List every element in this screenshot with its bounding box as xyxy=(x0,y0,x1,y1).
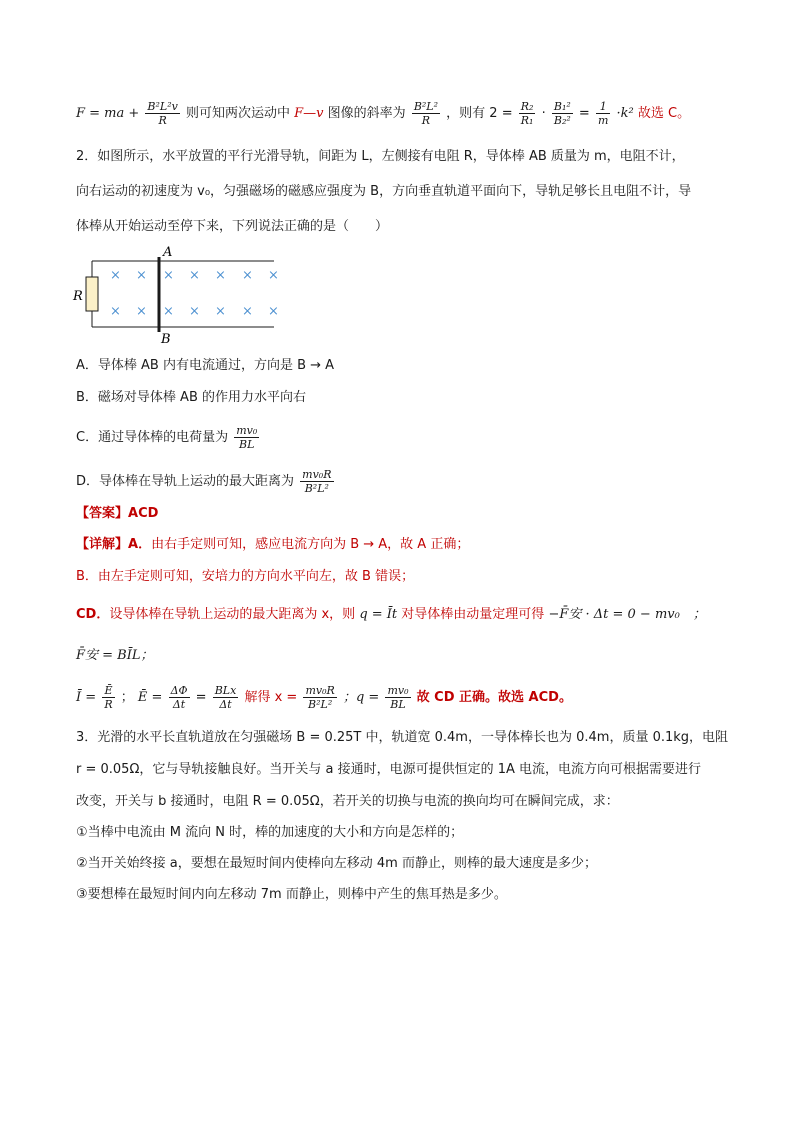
formula-lhs: F = ma + xyxy=(76,106,140,121)
field-cross: × xyxy=(110,268,121,283)
momentum-formula: −F̄安 · Δt = 0 − mv₀ ； xyxy=(548,607,706,622)
fraction-r-ratio: $\frac{\text{R₂}}{\text{R₁}}$ xyxy=(520,100,534,127)
circled-number-3: ③ xyxy=(76,887,88,902)
detail-line-b: B．由左手定则可知，安培力的方向水平向左，故 B 错误； xyxy=(76,569,415,584)
resistor xyxy=(86,277,98,311)
answer-line xyxy=(76,504,158,524)
q3-subquestion-3: ③要想棒在最短时间内向左移动 7m 而静止，则棒中产生的焦耳热是多少。 xyxy=(76,887,507,902)
q3-stem-line-2: r = 0.05Ω，它与导轨接触良好。当开关与 a 接通时，电源可提供恒定的 1A 电流，电流方向可根据需要进行 xyxy=(76,762,702,777)
intro-formula-line xyxy=(76,100,690,127)
fraction-solved-x: $\frac{\text{mv₀R}}{\text{B²L²}}$ xyxy=(305,684,335,711)
q3-subquestion-1: ①当棒中电流由 M 流向 N 时，棒的加速度的大小和方向是怎样的； xyxy=(76,825,464,840)
circled-number-1: ① xyxy=(76,825,88,840)
detail-label: 【详解】 xyxy=(76,537,129,552)
field-cross: × xyxy=(110,304,121,319)
q2-stem-line-2: 向右运动的初速度为 v₀，匀强磁场的磁感应强度为 B，方向垂直轨道平面向下，导轨足够长且电阻不计，导 xyxy=(76,184,692,199)
field-cross: × xyxy=(189,304,200,319)
field-cross: × xyxy=(163,304,174,319)
detail-line-cd: CD．设导体棒在导轨上运动的最大距离为 x，则 q = Īt 对导体棒由动量定理可得 −F̄安 · Δt = 0 − mv₀ ； xyxy=(76,607,706,622)
fraction-flux-rate: $\frac{\Delta\Phi}{\Delta t}$ xyxy=(170,684,188,711)
field-cross: × xyxy=(163,268,174,283)
q2-option-d: D．导体棒在导轨上运动的最大距离为 $\frac{\text{mv₀R}}{\text{B²L²}}$ xyxy=(76,468,332,495)
fv-label: F—v xyxy=(294,106,324,121)
charge-formula: q = Īt xyxy=(359,607,398,622)
field-cross: × xyxy=(189,268,200,283)
field-cross: × xyxy=(268,268,279,283)
field-cross: × xyxy=(242,304,253,319)
answer-label: 【答案】 xyxy=(76,506,129,521)
q3-stem-line-3: 改变，开关与 b 接通时，电阻 R = 0.05Ω，若开关的切换与电流的换向均可在瞬间完成，求： xyxy=(76,794,619,809)
detail-conclusion: 故 CD 正确。故选 ACD。 xyxy=(416,690,572,705)
dot-operator: · xyxy=(541,106,546,121)
fraction-slope: $\frac{\text{B²L²}}{R}$ xyxy=(413,100,439,127)
q2-option-c: C．通过导体棒的电荷量为 $\frac{\text{mv₀}}{BL}$ xyxy=(76,424,258,451)
intro-conclusion: 故选 C。 xyxy=(637,106,691,121)
average-force-formula: F̄安 = BĪL； xyxy=(76,648,154,663)
answer-value: ACD xyxy=(128,506,159,521)
intro-text-3: ，则有 2 = xyxy=(446,106,513,121)
field-cross: × xyxy=(215,304,226,319)
field-cross: × xyxy=(242,268,253,283)
field-cross: × xyxy=(268,304,279,319)
fraction-b-ratio: $\frac{\text{B₁²}}{\text{B₂²}}$ xyxy=(553,100,571,127)
equals-sign: = xyxy=(578,106,590,121)
rod-label-b: B xyxy=(161,332,171,344)
q2-option-b: B．磁场对导体棒 AB 的作用力水平向右 xyxy=(76,390,306,405)
fraction-blx-over-dt: $\frac{\text{BLx}}{\Delta t}$ xyxy=(214,684,237,711)
fraction-one-over-m: $\frac{1}{m}$ xyxy=(597,100,609,127)
circled-number-2: ② xyxy=(76,856,88,871)
q3-stem-line-1: 3．光滑的水平长直轨道放在匀强磁场 B = 0.25T 中，轨道宽 0.4m，一导体棒长也为 0.4m，质量 0.1kg，电阻 xyxy=(76,730,729,745)
rod-label-a: A xyxy=(163,245,173,260)
q3-subquestion-2: ②当开关始终接 a，要想在最短时间内使棒向左移动 4m 而静止，则棒的最大速度是多少； xyxy=(76,856,597,871)
intro-text-2: 图像的斜率为 xyxy=(327,106,406,121)
k-squared-term: ·k² xyxy=(616,106,634,121)
q2-option-a: A．导体棒 AB 内有电流通过，方向是 B → A xyxy=(76,358,335,373)
detail-line-a: 【详解】A．由右手定则可知，感应电流方向为 B → A，故 A 正确； xyxy=(76,537,470,552)
fraction-charge: $\frac{\text{mv₀}}{BL}$ xyxy=(236,424,258,451)
magnetic-field-crosses xyxy=(110,268,279,319)
field-cross: × xyxy=(136,304,147,319)
field-cross: × xyxy=(215,268,226,283)
fraction-b2l2v-over-r: $\frac{\text{B²L²v}}{R}$ xyxy=(147,100,178,127)
q2-stem-line-1: 2．如图所示，水平放置的平行光滑导轨，间距为 L，左侧接有电阻 R，导体棒 AB 质量为 m，电阻不计， xyxy=(76,149,685,164)
rail-circuit-figure xyxy=(70,244,285,344)
detail-formula-line: Ī = $\frac{Ē}{R}$ ； Ē = $\frac{\Delta\Phi}{\Delta t}$ = $\frac{\text{BLx}}{\Delta t}$ 解得 x = $\frac{\text{mv₀R}}{\text{B²L²}}$ ；q = $\frac{\text{mv₀}}{BL}$ 故 CD 正确。故选 ACD。 xyxy=(76,684,572,711)
fraction-solved-q: $\frac{\text{mv₀}}{BL}$ xyxy=(387,684,409,711)
resistor-label: R xyxy=(73,289,83,304)
field-cross: × xyxy=(136,268,147,283)
q2-stem-line-3: 体棒从开始运动至停下来，下列说法正确的是（ ） xyxy=(76,219,389,234)
fraction-max-distance: $\frac{\text{mv₀R}}{\text{B²L²}}$ xyxy=(302,468,332,495)
fraction-current: $\frac{Ē}{R}$ xyxy=(104,684,113,711)
intro-text-1: 则可知两次运动中 xyxy=(185,106,290,121)
